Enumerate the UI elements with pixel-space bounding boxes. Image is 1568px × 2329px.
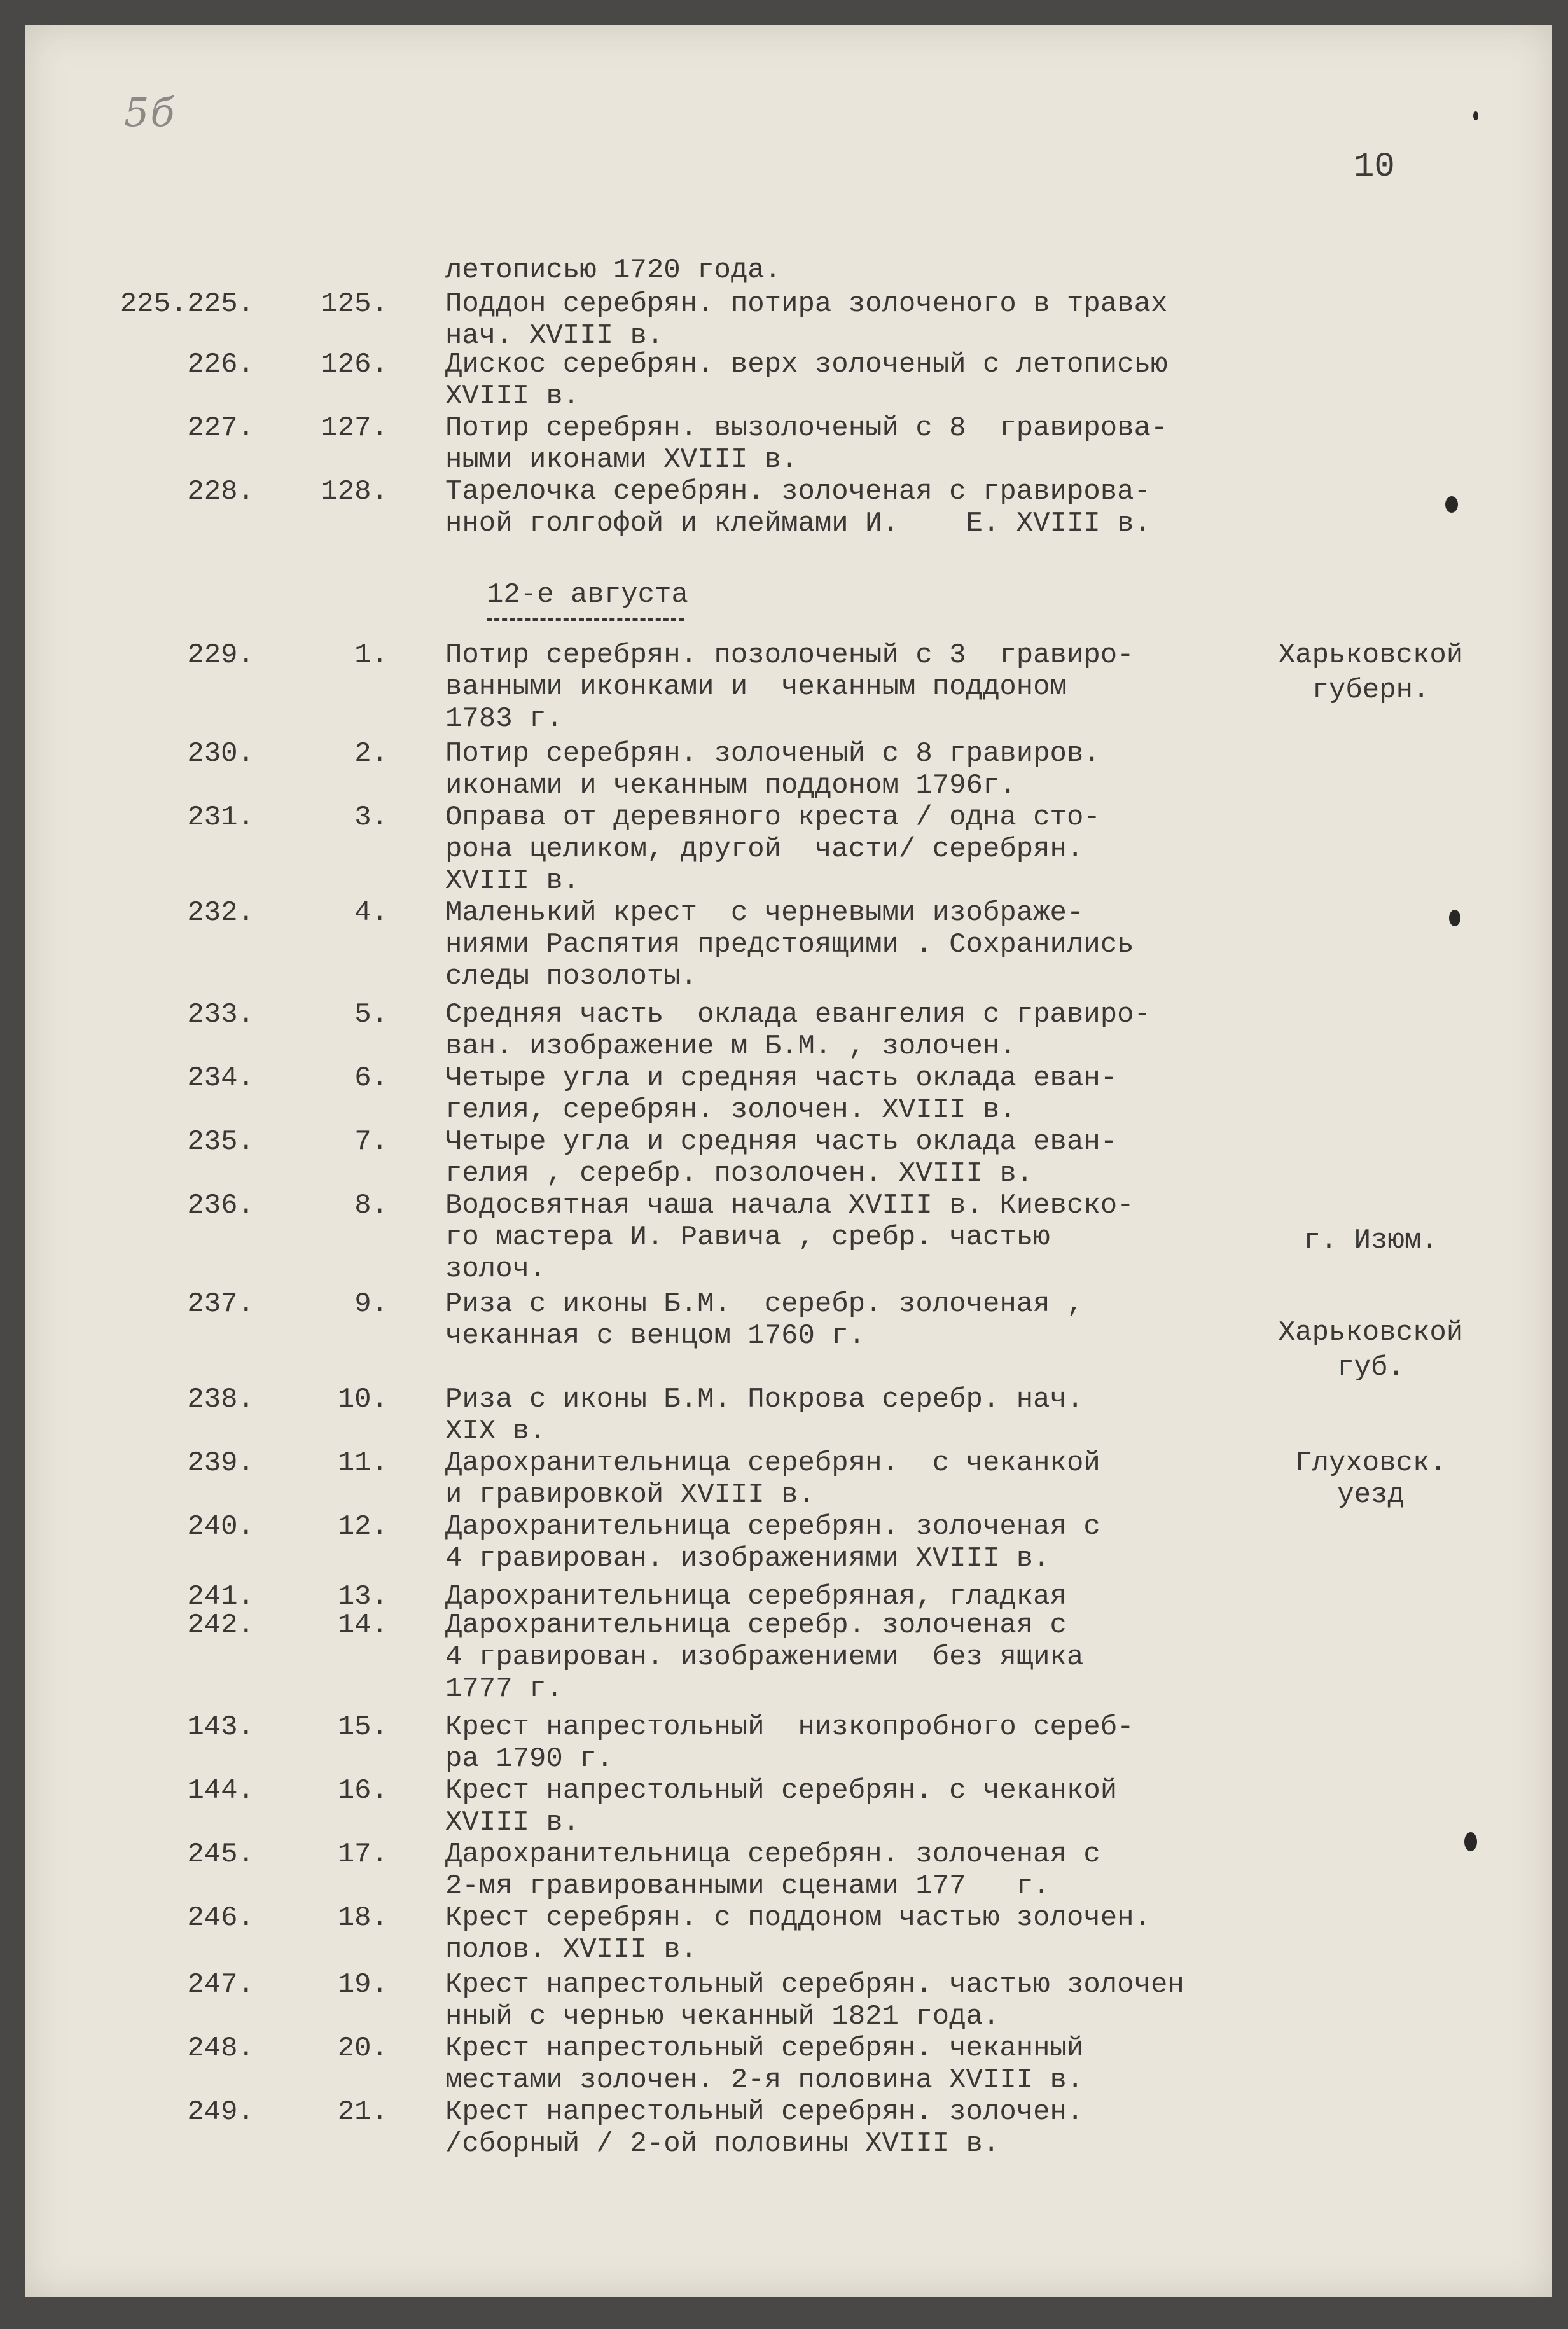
entry-subnumber: 19. (337, 1969, 388, 2001)
entry-subnumber: 17. (337, 1839, 388, 1870)
entry-origin-note: г. Изюм. (1303, 1225, 1438, 1256)
entry-description-line: иконами и чеканным поддоном 1796г. (445, 770, 1016, 802)
entry-origin-note: уезд (1337, 1479, 1405, 1511)
date-underline (487, 618, 684, 621)
entry-number: 228. (187, 476, 254, 508)
entry-subnumber: 2. (354, 738, 388, 770)
entry-description-line: Водосвятная чаша начала XVIII в. Киевско- (445, 1190, 1134, 1221)
entry-description-line: 2-мя гравированными сценами 177 г. (445, 1870, 1050, 1902)
entry-origin-note: Глуховск. (1295, 1447, 1447, 1479)
entry-number: 245. (187, 1839, 254, 1870)
entry-subnumber: 13. (337, 1581, 388, 1613)
entry-description-line: местами золочен. 2-я половина XVIII в. (445, 2064, 1084, 2096)
entry-description-line: го мастера И. Равича , сребр. частью (445, 1221, 1050, 1253)
entry-number: 233. (187, 999, 254, 1031)
entry-subnumber: 7. (354, 1126, 388, 1158)
entry-subnumber: 11. (337, 1447, 388, 1479)
entry-subnumber: 14. (337, 1609, 388, 1641)
entry-subnumber: 6. (354, 1062, 388, 1094)
entry-description-line: ными иконами XVIII в. (445, 444, 798, 476)
entry-description-line: Крест напрестольный серебрян. чеканный (445, 2033, 1084, 2064)
entry-number: 226. (187, 349, 254, 380)
entry-origin-note: губерн. (1312, 674, 1430, 706)
page-number: 10 (1354, 148, 1395, 186)
entry-description-line: XVIII в. (445, 865, 580, 897)
entry-number: 238. (187, 1384, 254, 1415)
entry-origin-note: Харьковской (1278, 639, 1464, 671)
entry-subnumber: 8. (354, 1190, 388, 1221)
entry-description-line: полов. XVIII в. (445, 1934, 698, 1966)
entry-description-line: Четыре угла и средняя часть оклада еван- (445, 1062, 1118, 1094)
entry-subnumber: 16. (337, 1775, 388, 1807)
entry-subnumber: 21. (337, 2096, 388, 2128)
entry-description-line: Дарохранительница серебрян. золоченая с (445, 1839, 1100, 1870)
entry-description-line: ниями Распятия предстоящими . Сохранились (445, 929, 1134, 961)
entry-number: 232. (187, 897, 254, 929)
entry-number: 240. (187, 1511, 254, 1543)
entry-description-line: Четыре угла и средняя часть оклада еван- (445, 1126, 1118, 1158)
entry-number: 239. (187, 1447, 254, 1479)
entry-subnumber: 20. (337, 2033, 388, 2064)
entry-number: 231. (187, 802, 254, 833)
entry-description-line: нач. XVIII в. (445, 320, 664, 352)
entry-description-line: гелия , серебр. позолочен. XVIII в. (445, 1158, 1034, 1190)
entry-description-line: 1783 г. (445, 703, 563, 735)
entry-number: 241. (187, 1581, 254, 1613)
entry-description-line: XVIII в. (445, 380, 580, 412)
entry-subnumber: 126. (321, 349, 388, 380)
entry-number: 237. (187, 1288, 254, 1320)
pencil-page-mark: 5б (124, 89, 176, 136)
entry-description-line: Дарохранительница серебр. золоченая с (445, 1609, 1067, 1641)
entry-description-line: /сборный / 2-ой половины XVIII в. (445, 2128, 1000, 2160)
entry-description-line: Оправа от деревяного креста / одна сто- (445, 802, 1100, 833)
entry-number: 235. (187, 1126, 254, 1158)
entry-description-line: XVIII в. (445, 1807, 580, 1839)
entry-description-line: Крест напрестольный серебрян. золочен. (445, 2096, 1084, 2128)
entry-origin-note: Харьковской (1278, 1317, 1464, 1349)
entry-number: 143. (187, 1711, 254, 1743)
entry-description-line: 4 гравирован. изображениеми без ящика (445, 1641, 1084, 1673)
entry-description-line: чеканная с венцом 1760 г. (445, 1320, 866, 1352)
entry-subnumber: 18. (337, 1902, 388, 1934)
entry-number: 247. (187, 1969, 254, 2001)
entry-subnumber: 12. (337, 1511, 388, 1543)
entry-description-line: Крест напрестольный низкопробного сереб- (445, 1711, 1134, 1743)
entry-subnumber: 127. (321, 412, 388, 444)
entry-description-line: Дарохранительница серебрян. золоченая с (445, 1511, 1100, 1543)
entry-description-line: 4 гравирован. изображениями XVIII в. (445, 1543, 1050, 1575)
entry-description-line: Крест серебрян. с поддоном частью золочен. (445, 1902, 1151, 1934)
entry-description-line: Средняя часть оклада евангелия с гравиро- (445, 999, 1151, 1031)
entry-description-line: Дарохранительница серебряная, гладкая (445, 1581, 1067, 1613)
entry-description-line: Потир серебрян. золоченый с 8 гравиров. (445, 738, 1100, 770)
entry-description-line: нный с чернью чеканный 1821 года. (445, 2001, 1000, 2033)
entry-number: 229. (187, 639, 254, 671)
entry-description-line: 1777 г. (445, 1673, 563, 1705)
entry-number: 225.225. (120, 288, 254, 320)
entry-number: 230. (187, 738, 254, 770)
entry-description-line: Маленький крест с черневыми изображе- (445, 897, 1084, 929)
entry-subnumber: 1. (354, 639, 388, 671)
entry-number: 242. (187, 1609, 254, 1641)
entry-description-line: XIX в. (445, 1415, 546, 1447)
ink-speck (1464, 1832, 1477, 1851)
entry-description-line: Крест напрестольный серебрян. с чеканкой (445, 1775, 1118, 1807)
date-heading: 12-е августа (487, 579, 688, 611)
entry-description-line: Потир серебрян. вызолоченый с 8 гравирова- (445, 412, 1168, 444)
entry-description-line: Дискос серебрян. верх золоченый с летописью (445, 349, 1168, 380)
entry-number: 234. (187, 1062, 254, 1094)
entry-subnumber: 5. (354, 999, 388, 1031)
entry-description-line: нной голгофой и клеймами И. Е. XVIII в. (445, 508, 1151, 539)
entry-number: 227. (187, 412, 254, 444)
entry-subnumber: 4. (354, 897, 388, 929)
ink-speck (1473, 111, 1478, 120)
entry-number: 246. (187, 1902, 254, 1934)
entry-description-line: Риза с иконы Б.М. серебр. золоченая , (445, 1288, 1084, 1320)
entry-description-line: ван. изображение м Б.М. , золочен. (445, 1031, 1016, 1062)
entry-subnumber: 10. (337, 1384, 388, 1415)
entry-description-line: Тарелочка серебрян. золоченая с гравирова- (445, 476, 1151, 508)
entry-origin-note: губ. (1337, 1352, 1405, 1384)
ink-speck (1449, 910, 1460, 926)
entry-number: 249. (187, 2096, 254, 2128)
ink-speck (1445, 496, 1458, 513)
continuation-line: летописью 1720 года. (445, 254, 782, 286)
entry-number: 248. (187, 2033, 254, 2064)
entry-subnumber: 15. (337, 1711, 388, 1743)
entry-description-line: Дарохранительница серебрян. с чеканкой (445, 1447, 1100, 1479)
entry-subnumber: 125. (321, 288, 388, 320)
entry-subnumber: 3. (354, 802, 388, 833)
entry-description-line: рона целиком, другой части/ серебрян. (445, 833, 1084, 865)
entry-description-line: ванными иконками и чеканным поддоном (445, 671, 1067, 703)
entry-description-line: гелия, серебрян. золочен. XVIII в. (445, 1094, 1016, 1126)
entry-description-line: Потир серебрян. позолоченый с 3 гравиро- (445, 639, 1134, 671)
entry-description-line: золоч. (445, 1253, 546, 1285)
entry-number: 236. (187, 1190, 254, 1221)
entry-number: 144. (187, 1775, 254, 1807)
entry-description-line: следы позолоты. (445, 961, 698, 992)
entry-description-line: и гравировкой XVIII в. (445, 1479, 815, 1511)
entry-subnumber: 128. (321, 476, 388, 508)
entry-description-line: ра 1790 г. (445, 1743, 614, 1775)
entry-description-line: Риза с иконы Б.М. Покрова серебр. нач. (445, 1384, 1084, 1415)
entry-description-line: Поддон серебрян. потира золоченого в травах (445, 288, 1168, 320)
entry-subnumber: 9. (354, 1288, 388, 1320)
entry-description-line: Крест напрестольный серебрян. частью золочен (445, 1969, 1184, 2001)
